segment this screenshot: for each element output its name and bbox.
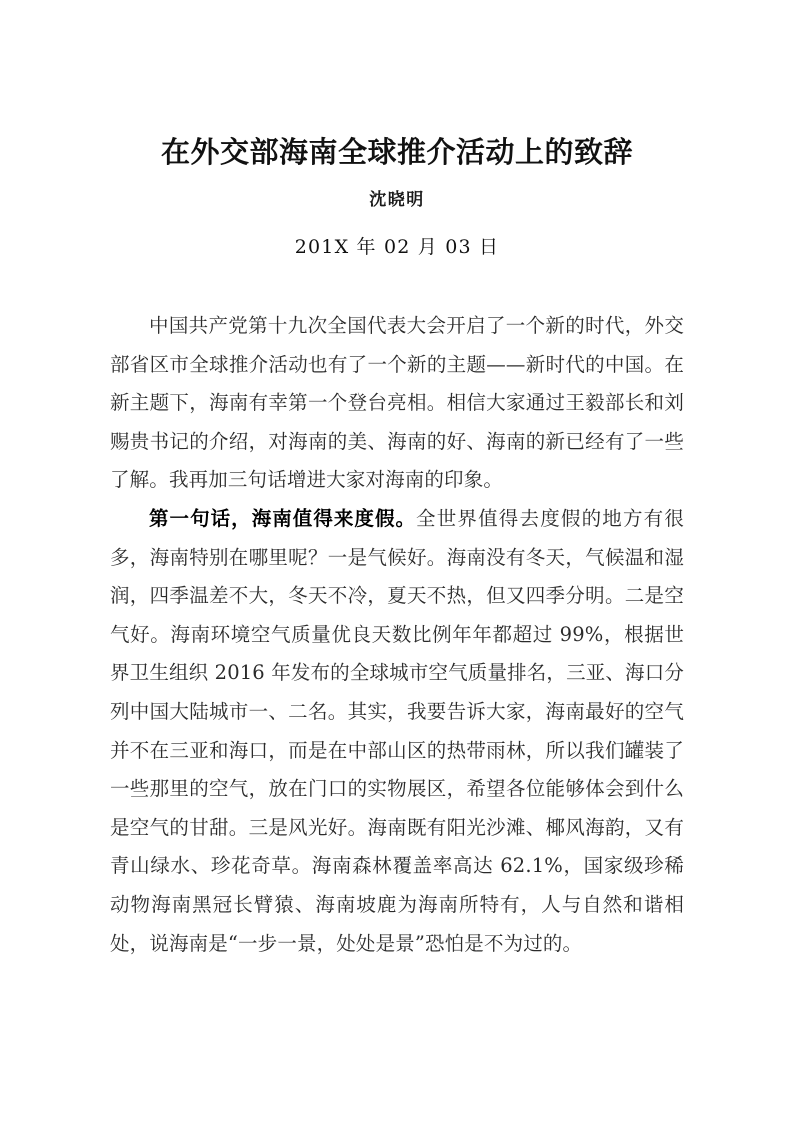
paragraph-opening-text: 中国共产党第十九次全国代表大会开启了一个新的时代，外交部省区市全球推介活动也有了一个新的主题——新时代的中国。在新主题下，海南有幸第一个登台亮相。相信大家通过王毅部长和刘赐贵书记的介绍，对海南的美、海南的好、海南的新已经有了一些了解。我再加三句话增进大家对海南的印象。 — [110, 314, 684, 492]
paragraph-point-one-lead: 第一句话，海南值得来度假。 — [149, 506, 417, 530]
paragraph-point-one — [110, 500, 684, 963]
document-content — [110, 0, 684, 963]
paragraph-point-one-text: 全世界值得去度假的地方有很多，海南特别在哪里呢？一是气候好。海南没有冬天，气候温和湿润，四季温差不大，冬天不冷，夏天不热，但又四季分明。二是空气好。海南环境空气质量优良天数比例年年都超过 99%，根据世界卫生组织 2016 年发布的全球城市空气质量排名，三亚、海口分列中国大陆城市一、二名。其实，我要告诉大家，海南最好的空气并不在三亚和海口，而是在中部山区的热带雨林，所以我们罐装了一些那里的空气，放在门口的实物展区，希望各位能够体会到什么是空气的甘甜。三是风光好。海南既有阳光沙滩、椰风海韵，又有青山绿水、珍花奇草。海南森林覆盖率高达 62.1%，国家级珍稀动物海南黑冠长臂猿、海南坡鹿为海南所特有，人与自然和谐相处，说海南是“一步一景，处处是景”恐怕是不为过的。 — [110, 506, 684, 955]
document-author: 沈晓明 — [369, 190, 425, 210]
paragraph-opening — [110, 307, 684, 500]
document-date: 201X 年 02 月 03 日 — [294, 236, 500, 258]
document-body — [110, 260, 684, 963]
page-title: 在外交部海南全球推介活动上的致辞 — [160, 135, 633, 169]
